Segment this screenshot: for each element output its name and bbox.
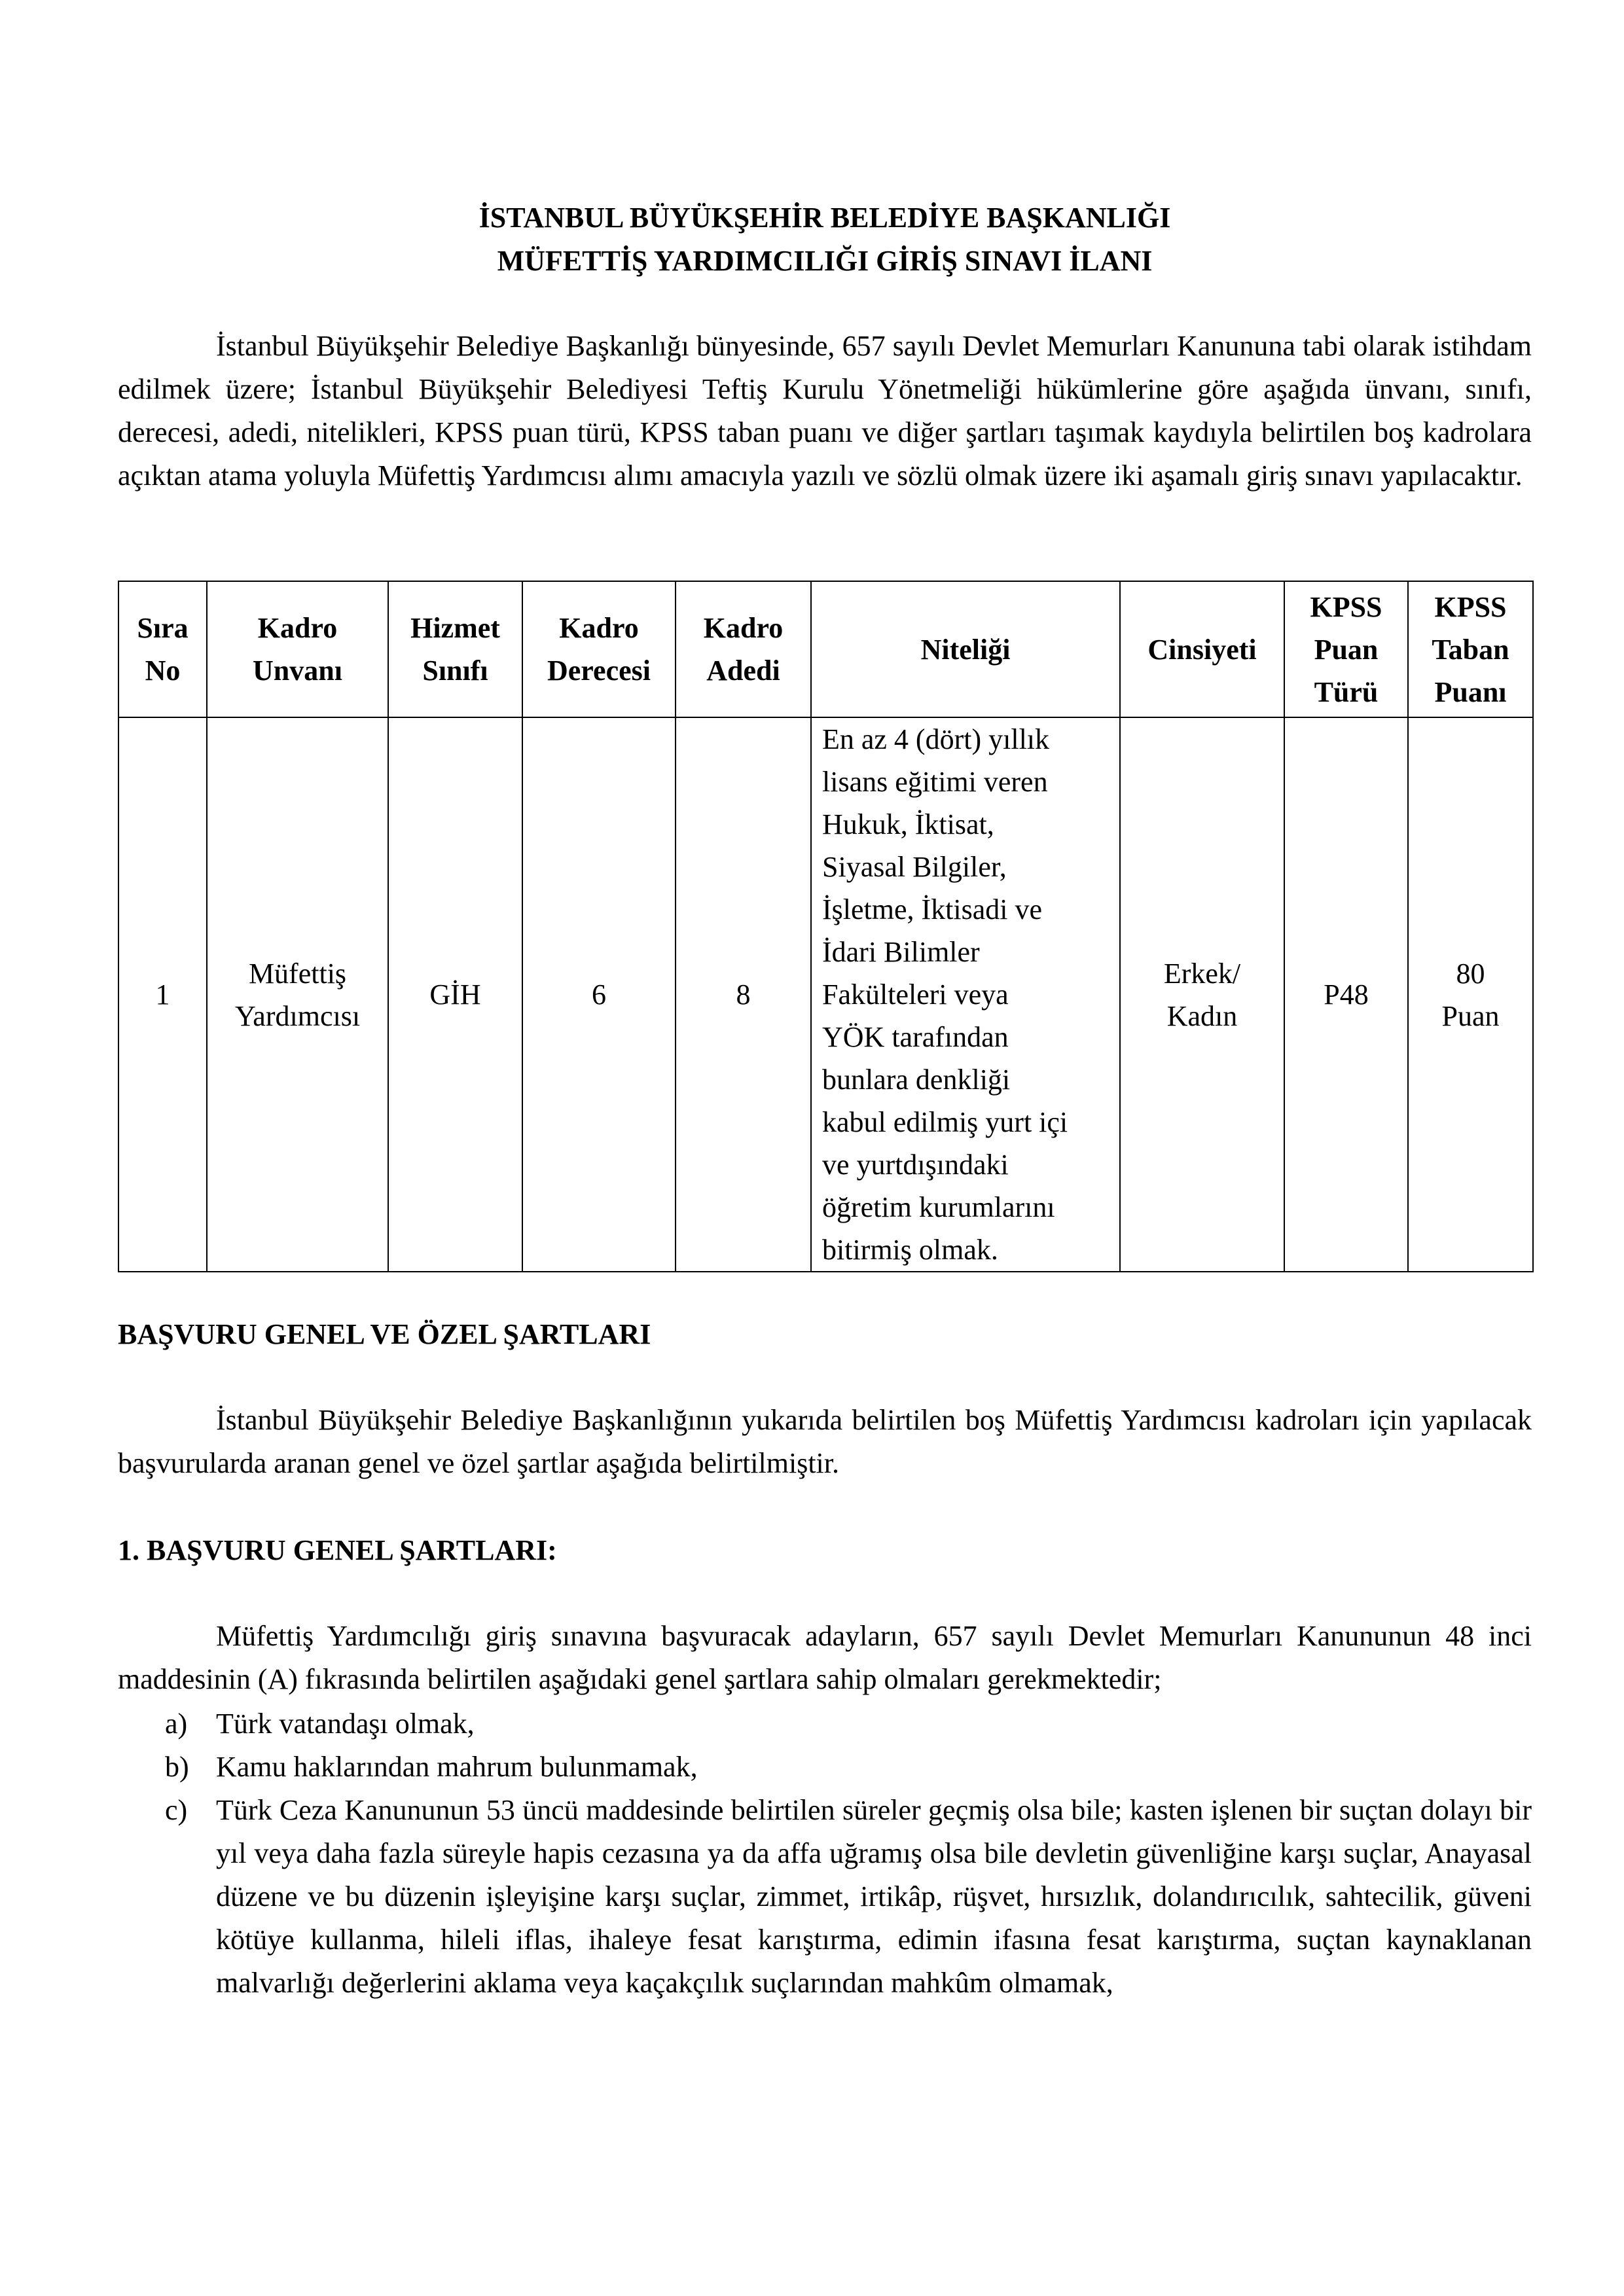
list-item	[118, 1702, 1532, 1746]
niteligi-line: En az 4 (dört) yıllık	[822, 723, 1050, 755]
niteligi-line: ve yurtdışındaki	[822, 1149, 1009, 1181]
niteligi-line: bunlara denkliği	[822, 1064, 1011, 1096]
cell-kpss-puan-turu: P48	[1284, 717, 1408, 1272]
cell-kadro-unvani	[207, 717, 388, 1272]
list-item	[118, 1789, 1532, 2005]
section-paragraph: İstanbul Büyükşehir Belediye Başkanlığının yukarıda belirtilen boş Müfettiş Yardımcısı kadroları için yapılacak başvurularda aranan genel ve özel şartlar aşağıda belirtilmiştir.	[118, 1404, 1532, 1479]
cell-cinsiyeti	[1120, 717, 1284, 1272]
header-kadro-adedi-line-2: Adedi	[706, 655, 780, 687]
document-title-line-2: MÜFETTİŞ YARDIMCILIĞI GİRİŞ SINAVI İLANI	[497, 245, 1153, 277]
niteligi-line: kabul edilmiş yurt içi	[822, 1106, 1068, 1138]
header-cinsiyeti: Cinsiyeti	[1120, 581, 1284, 717]
header-kadro-adedi-line-1: Kadro	[703, 612, 784, 644]
cell-hizmet-sinifi: GİH	[388, 717, 522, 1272]
cell-sira-no: 1	[118, 717, 207, 1272]
header-kpss-puan-turu-line-2: Puan	[1314, 633, 1379, 666]
intro-paragraph: İstanbul Büyükşehir Belediye Başkanlığı bünyesinde, 657 sayılı Devlet Memurları Kanununa tabi olarak istihdam edilmek üzere; İstanbul Büyükşehir Belediyesi Teftiş Kurulu Yönetmeliği hükümlerine göre aşağıda ünvanı, sınıfı, derecesi, adedi, nitelikleri, KPSS puan türü, KPSS taban puanı ve diğer şartları taşımak kaydıyla belirtilen boş kadrolara açıktan atama yoluyla Müfettiş Yardımcısı alımı amacıyla yazılı ve sözlü olmak üzere iki aşamalı giriş sınavı yapılacaktır.	[118, 330, 1532, 492]
niteligi-line: lisans eğitimi veren	[822, 766, 1048, 798]
cell-cinsiyeti-line-2: Kadın	[1166, 999, 1238, 1032]
list-marker: a)	[165, 1708, 188, 1740]
header-kadro-derecesi	[522, 581, 676, 717]
header-kadro-unvani-line-2: Unvanı	[253, 655, 342, 687]
header-kpss-taban-puani-line-2: Taban	[1432, 633, 1509, 666]
document-title-line-1: İSTANBUL BÜYÜKŞEHİR BELEDİYE BAŞKANLIĞI	[478, 202, 1171, 234]
header-hizmet-sinifi	[388, 581, 522, 717]
cell-kadro-derecesi: 6	[522, 717, 676, 1272]
header-kpss-puan-turu	[1284, 581, 1408, 717]
niteligi-line: öğretim kurumlarını	[822, 1191, 1055, 1223]
table-header-row	[118, 581, 1533, 717]
header-kpss-taban-puani-line-3: Puanı	[1434, 675, 1507, 708]
list-marker: b)	[165, 1751, 189, 1783]
niteligi-line: İdari Bilimler	[822, 936, 980, 968]
header-hizmet-sinifi-line-1: Hizmet	[410, 612, 500, 644]
niteligi-line: YÖK tarafından	[822, 1021, 1009, 1053]
list-text: Kamu haklarından mahrum bulunmamak,	[216, 1751, 698, 1783]
cell-cinsiyeti-line-1: Erkek/	[1163, 957, 1241, 990]
list-text: Türk vatandaşı olmak,	[216, 1708, 475, 1740]
header-sira-no	[118, 581, 207, 717]
header-sira-no-line-2: No	[145, 655, 181, 687]
header-kadro-derecesi-line-2: Derecesi	[547, 655, 651, 687]
cell-kpss-taban-puani-line-2: Puan	[1441, 999, 1500, 1032]
header-kadro-adedi	[676, 581, 811, 717]
header-sira-no-line-1: Sıra	[137, 612, 189, 644]
list-text: Türk Ceza Kanununun 53 üncü maddesinde belirtilen süreler geçmiş olsa bile; kasten işlenen bir suçtan dolayı bir yıl veya daha fazla süreyle hapis cezasına ya da affa uğramış olsa bile devletin güvenliğine karşı suçlar, Anayasal düzene ve bu düzenin işleyişine karşı suçlar, zimmet, irtikâp, rüşvet, hırsızlık, dolandırıcılık, sahtecilik, güveni kötüye kullanma, hileli iflas, ihaleye fesat karıştırma, edimin ifasına fesat karıştırma, suçtan kaynaklanan malvarlığı değerlerini aklama veya kaçakçılık suçlarından mahkûm olmamak,	[216, 1794, 1532, 1999]
header-niteligi: Niteliği	[811, 581, 1120, 717]
cell-kadro-adedi: 8	[676, 717, 811, 1272]
niteligi-line: Hukuk, İktisat,	[822, 808, 994, 840]
header-kadro-unvani-line-1: Kadro	[257, 612, 338, 644]
cell-kpss-taban-puani-line-1: 80	[1456, 957, 1485, 990]
table-row	[118, 717, 1533, 1272]
conditions-list	[118, 1702, 1532, 2005]
cell-kadro-unvani-line-2: Yardımcısı	[234, 999, 361, 1032]
cell-niteligi	[811, 717, 1120, 1272]
header-hizmet-sinifi-line-2: Sınıfı	[422, 655, 488, 687]
cell-kadro-unvani-line-1: Müfettiş	[248, 957, 347, 990]
list-marker: c)	[165, 1794, 188, 1826]
list-item	[118, 1746, 1532, 1789]
section-heading: BAŞVURU GENEL VE ÖZEL ŞARTLARI	[118, 1318, 651, 1350]
header-kpss-taban-puani-line-1: KPSS	[1434, 590, 1507, 623]
kadro-table	[118, 581, 1534, 1272]
header-kpss-puan-turu-line-1: KPSS	[1310, 590, 1382, 623]
niteligi-line: Fakülteleri veya	[822, 978, 1009, 1011]
cell-kpss-taban-puani	[1408, 717, 1533, 1272]
niteligi-line: İşletme, İktisadi ve	[822, 893, 1043, 925]
subsection-paragraph: Müfettiş Yardımcılığı giriş sınavına başvuracak adayların, 657 sayılı Devlet Memurları Kanununun 48 inci maddesinin (A) fıkrasında belirtilen aşağıdaki genel şartlara sahip olmaları gerekmektedir;	[118, 1620, 1532, 1695]
header-kadro-unvani	[207, 581, 388, 717]
niteligi-line: Siyasal Bilgiler,	[822, 851, 1007, 883]
subsection-heading: 1. BAŞVURU GENEL ŞARTLARI:	[118, 1534, 557, 1566]
header-kpss-taban-puani	[1408, 581, 1533, 717]
niteligi-line: bitirmiş olmak.	[822, 1234, 998, 1266]
header-kadro-derecesi-line-1: Kadro	[559, 612, 639, 644]
header-kpss-puan-turu-line-3: Türü	[1314, 675, 1379, 708]
